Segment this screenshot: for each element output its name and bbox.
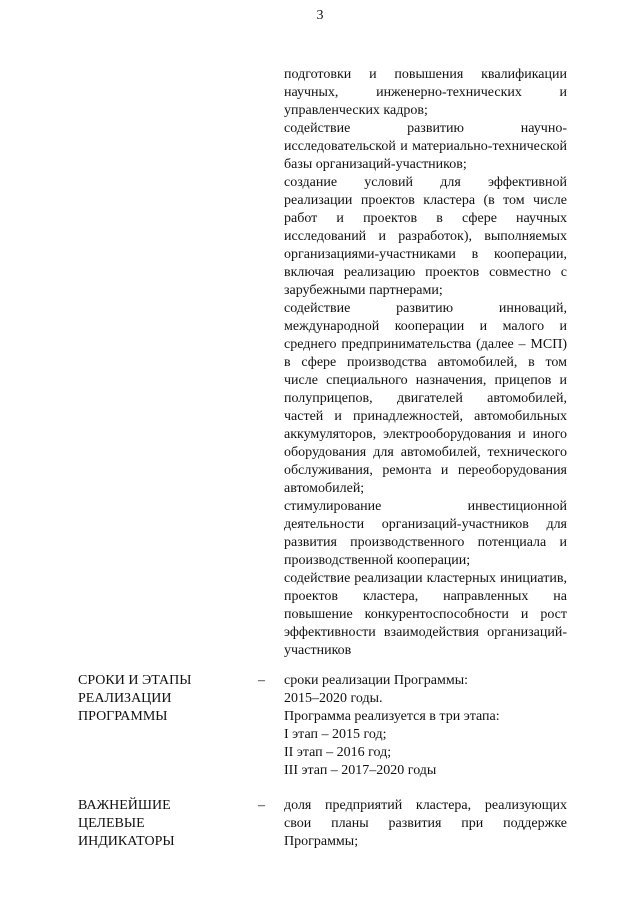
- terms-line: I этап – 2015 год;: [284, 727, 387, 742]
- terms-value: [284, 672, 567, 780]
- terms-line: сроки реализации Программы:: [284, 673, 469, 688]
- page-number: 3: [316, 8, 324, 23]
- terms-line: II этап – 2016 год;: [284, 745, 392, 760]
- indicators-label-line: ЦЕЛЕВЫЕ: [78, 816, 145, 831]
- terms-label-line: ПРОГРАММЫ: [78, 709, 168, 724]
- terms-label-line: РЕАЛИЗАЦИИ: [78, 691, 172, 706]
- terms-label-line: СРОКИ И ЭТАПЫ: [78, 673, 192, 688]
- terms-line: 2015–2020 годы.: [284, 691, 383, 706]
- terms-label: [78, 672, 228, 726]
- indicators-label: [78, 797, 228, 851]
- goal-paragraph: подготовки и повышения квалификации научных, инженерно-технических и управленческих кадров;: [284, 67, 567, 118]
- terms-dash: –: [258, 673, 265, 688]
- goal-paragraph: создание условий для эффективной реализации проектов кластера (в том числе работ и проектов в сфере научных исследований и разработок), выполняемых организациями-участниками в кооперации, включая реализацию проектов совместно с зарубежными партнерами;: [284, 175, 567, 298]
- terms-line: III этап – 2017–2020 годы: [284, 763, 437, 778]
- goal-paragraph: стимулирование инвестиционной деятельности организаций-участников для развития производственного потенциала и производственной кооперации;: [284, 499, 567, 568]
- terms-line: Программа реализуется в три этапа:: [284, 709, 500, 724]
- indicators-label-line: ИНДИКАТОРЫ: [78, 834, 175, 849]
- goal-paragraph: содействие развитию инноваций, международной кооперации и малого и среднего предпринимательства (далее – МСП) в сфере производства автомобилей, в том числе специального назначения, прицепов и полуприцепов, двигателей автомобилей, частей и принадлежностей, автомобильных аккумуляторов, электрооборудования и иного оборудования для автомобилей, технического обслуживания, ремонта и переоборудования автомобилей;: [284, 301, 567, 496]
- goal-paragraph: содействие реализации кластерных инициатив, проектов кластера, направленных на повышение конкурентоспособности и рост эффективности взаимодействия организаций-участников: [284, 571, 567, 658]
- goals-continuation: [284, 66, 567, 660]
- goal-paragraph: содействие развитию научно-исследовательской и материально-технической базы организаций-участников;: [284, 121, 567, 172]
- indicators-value: [284, 797, 567, 851]
- indicators-dash: –: [258, 798, 265, 813]
- indicator-paragraph: доля предприятий кластера, реализующих свои планы развития при поддержке Программы;: [284, 798, 567, 849]
- indicators-label-line: ВАЖНЕЙШИЕ: [78, 798, 171, 813]
